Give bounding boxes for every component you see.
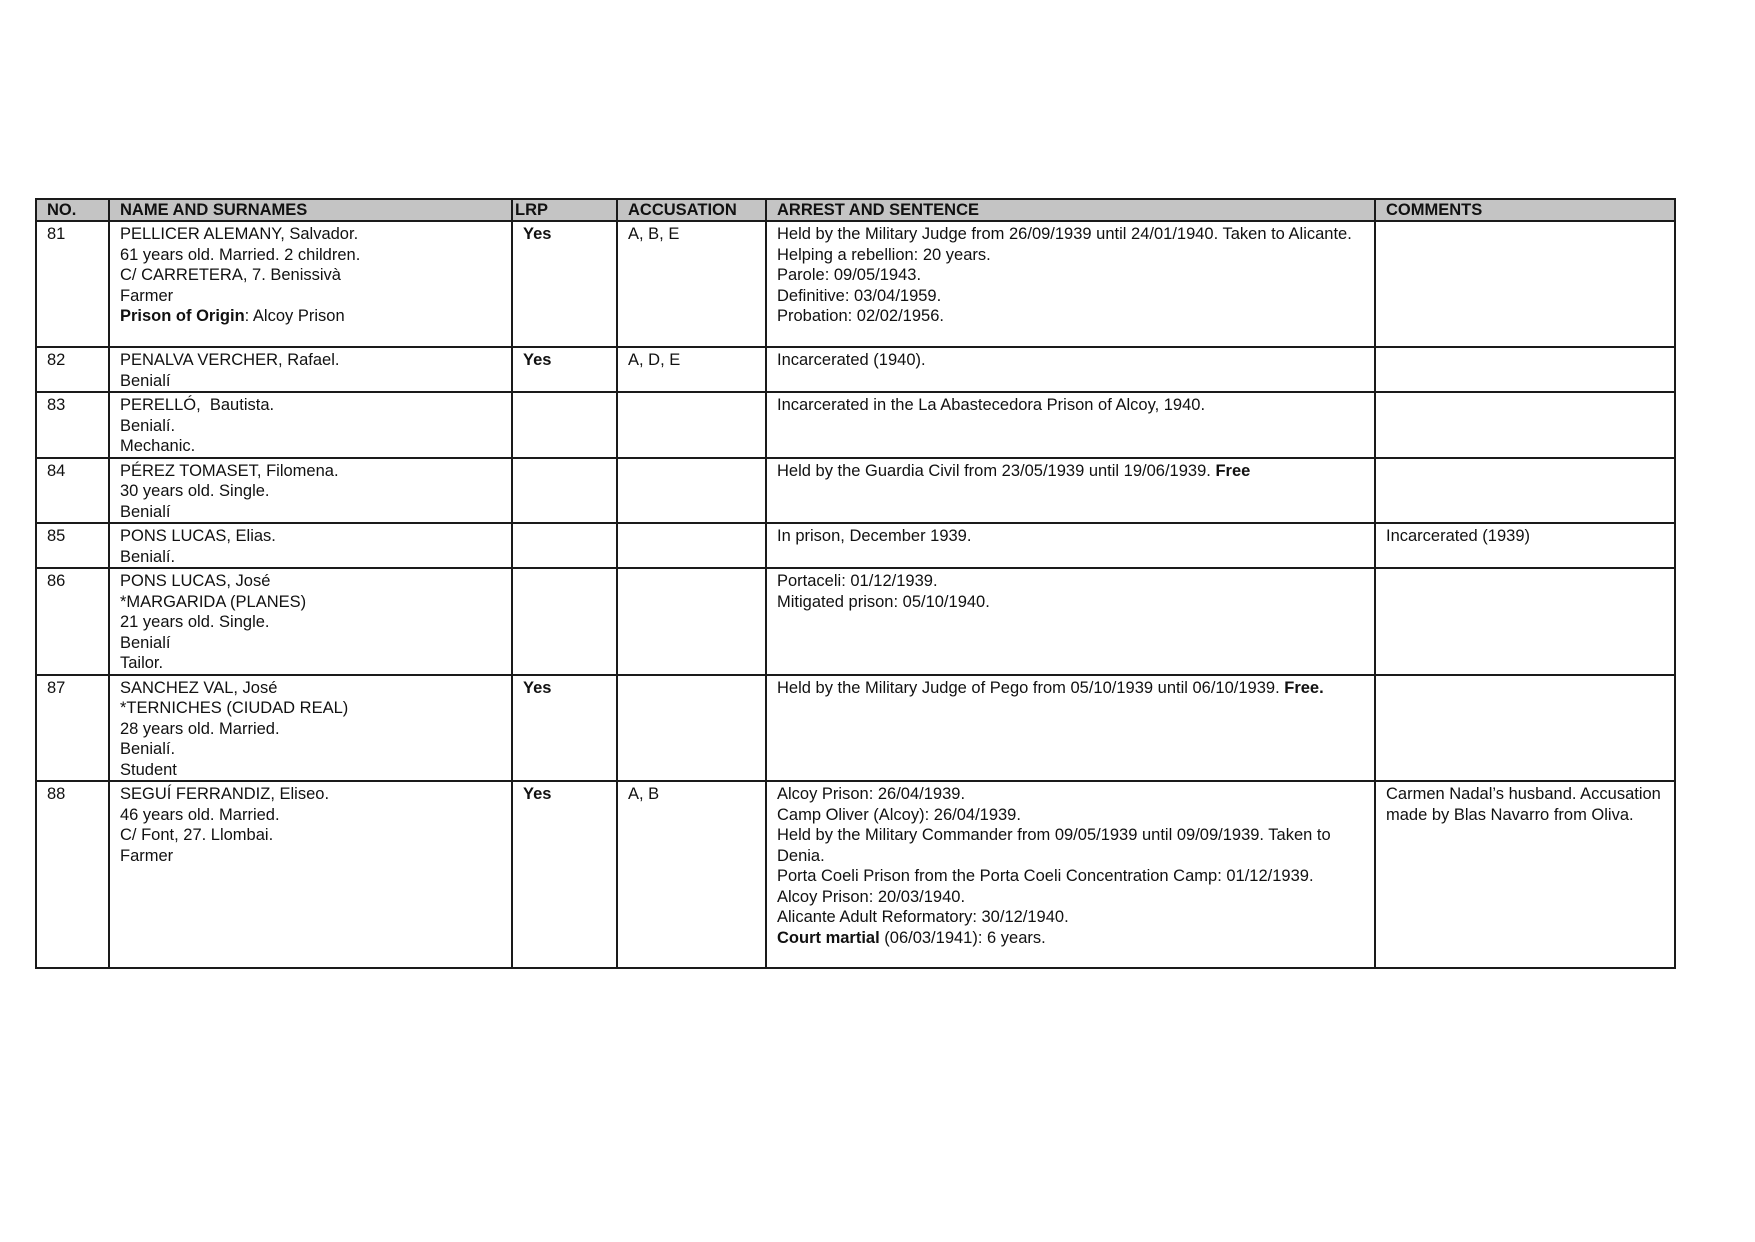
name-line: Benialí. [120, 547, 176, 566]
header-arrest: ARREST AND SENTENCE [766, 199, 1375, 221]
arrest-outcome: Free. [1284, 678, 1324, 697]
arrest-line: Probation: 02/02/1956. [777, 307, 944, 325]
cell-no: 85 [36, 523, 109, 568]
name-line: Tailor. [120, 654, 164, 672]
cell-name [109, 675, 512, 782]
cell-lrp [512, 458, 617, 524]
table-row [36, 675, 1675, 782]
origin-line [120, 306, 501, 327]
cell-comments [1375, 347, 1675, 392]
name-line: Farmer [120, 286, 174, 305]
name-line: PÉREZ TOMASET, Filomena. [120, 461, 339, 480]
cell-no: 87 [36, 675, 109, 782]
table-header [36, 199, 1675, 221]
cell-name [109, 568, 512, 675]
cell-lrp: Yes [512, 781, 617, 968]
cell-arrest [766, 781, 1375, 968]
cell-arrest [766, 392, 1375, 458]
cell-arrest [766, 675, 1375, 782]
name-line: 28 years old. Married. [120, 719, 280, 738]
arrest-line: Portaceli: 01/12/1939. [777, 572, 938, 590]
arrest-line: Helping a rebellion: 20 years. [777, 245, 991, 264]
cell-no: 86 [36, 568, 109, 675]
name-line: Benialí [120, 502, 171, 521]
arrest-line: Alicante Adult Reformatory: 30/12/1940. [777, 908, 1069, 926]
cell-no: 83 [36, 392, 109, 458]
cell-lrp: Yes [512, 675, 617, 782]
cell-name [109, 347, 512, 392]
cell-comments: Carmen Nadal’s husband. Accusation made by Blas Navarro from Oliva. [1375, 781, 1675, 968]
name-line: 30 years old. Single. [120, 482, 270, 500]
cell-arrest [766, 458, 1375, 524]
cell-name [109, 458, 512, 524]
name-line: 61 years old. Married. 2 children. [120, 245, 361, 264]
cell-accusation [617, 392, 766, 458]
cell-lrp: Yes [512, 221, 617, 347]
name-line: PERELLÓ, Bautista. [120, 396, 275, 414]
arrest-outcome: Free [1215, 461, 1251, 480]
prisoner-register-table [35, 198, 1676, 969]
cell-arrest [766, 568, 1375, 675]
court-martial-label: Court martial [777, 928, 880, 947]
name-line: 21 years old. Single. [120, 613, 270, 631]
cell-accusation: A, B [617, 781, 766, 968]
cell-lrp [512, 568, 617, 675]
table-row [36, 347, 1675, 392]
name-line: C/ CARRETERA, 7. Benissivà [120, 266, 341, 284]
table-row [36, 523, 1675, 568]
name-line: PONS LUCAS, José [120, 572, 271, 590]
cell-lrp [512, 523, 617, 568]
name-line: C/ Font, 27. Llombai. [120, 826, 274, 844]
cell-no: 82 [36, 347, 109, 392]
cell-comments [1375, 458, 1675, 524]
name-line: Mechanic. [120, 437, 196, 455]
arrest-text: Held by the Guardia Civil from 23/05/1939 until 19/06/1939. [777, 461, 1216, 480]
arrest-line: Definitive: 03/04/1959. [777, 286, 942, 305]
name-line: Benialí [120, 371, 171, 390]
cell-arrest [766, 523, 1375, 568]
table-row [36, 568, 1675, 675]
arrest-line: Held by the Military Commander from 09/05/1939 until 09/09/1939. Taken to Denia. [777, 826, 1336, 865]
name-line: *MARGARIDA (PLANES) [120, 592, 307, 611]
header-accusation: ACCUSATION [617, 199, 766, 221]
table-row [36, 221, 1675, 347]
cell-comments [1375, 568, 1675, 675]
name-line: Farmer [120, 846, 174, 865]
arrest-line: Incarcerated in the La Abastecedora Prison of Alcoy, 1940. [777, 396, 1206, 414]
arrest-line: Parole: 09/05/1943. [777, 266, 922, 284]
cell-accusation: A, B, E [617, 221, 766, 347]
header-name: NAME AND SURNAMES [109, 199, 512, 221]
cell-accusation [617, 568, 766, 675]
origin-value: : Alcoy Prison [244, 307, 345, 325]
arrest-line: Mitigated prison: 05/10/1940. [777, 592, 990, 611]
document-page [35, 198, 1674, 969]
cell-comments [1375, 392, 1675, 458]
header-no: NO. [36, 199, 109, 221]
arrest-text: Held by the Military Judge of Pego from 05/10/1939 until 06/10/1939. [777, 678, 1285, 697]
name-line: PELLICER ALEMANY, Salvador. [120, 225, 359, 243]
cell-no: 81 [36, 221, 109, 347]
table-row [36, 458, 1675, 524]
cell-name [109, 781, 512, 968]
cell-no: 88 [36, 781, 109, 968]
arrest-line: In prison, December 1939. [777, 527, 972, 545]
cell-lrp [512, 392, 617, 458]
court-martial-value: (06/03/1941): 6 years. [879, 928, 1046, 947]
table-body [36, 221, 1675, 968]
cell-name [109, 523, 512, 568]
origin-label: Prison of Origin [120, 307, 245, 325]
name-line: PONS LUCAS, Elias. [120, 527, 276, 545]
cell-no: 84 [36, 458, 109, 524]
cell-name [109, 392, 512, 458]
header-row [36, 199, 1675, 221]
cell-accusation [617, 523, 766, 568]
table-row [36, 781, 1675, 968]
arrest-line: Alcoy Prison: 20/03/1940. [777, 887, 966, 906]
name-line: Benialí. [120, 740, 176, 758]
cell-comments: Incarcerated (1939) [1375, 523, 1675, 568]
name-line: Benialí. [120, 416, 176, 435]
name-line: Benialí [120, 633, 171, 652]
name-line: SANCHEZ VAL, José [120, 678, 278, 697]
header-lrp: LRP [512, 199, 617, 221]
arrest-line: Porta Coeli Prison from the Porta Coeli Concentration Camp: 01/12/1939. [777, 867, 1314, 885]
arrest-line: Incarcerated (1940). [777, 351, 926, 369]
court-martial-line [777, 928, 1364, 949]
cell-accusation [617, 458, 766, 524]
cell-accusation: A, D, E [617, 347, 766, 392]
cell-arrest [766, 347, 1375, 392]
arrest-line: Held by the Military Judge from 26/09/1939 until 24/01/1940. Taken to Alicante. [777, 225, 1352, 243]
cell-accusation [617, 675, 766, 782]
cell-comments [1375, 221, 1675, 347]
name-line: PENALVA VERCHER, Rafael. [120, 351, 340, 369]
cell-comments [1375, 675, 1675, 782]
cell-lrp: Yes [512, 347, 617, 392]
cell-arrest [766, 221, 1375, 347]
name-line: *TERNICHES (CIUDAD REAL) [120, 699, 349, 717]
name-line: 46 years old. Married. [120, 805, 280, 824]
cell-name [109, 221, 512, 347]
arrest-line: Camp Oliver (Alcoy): 26/04/1939. [777, 805, 1021, 824]
name-line: SEGUÍ FERRANDIZ, Eliseo. [120, 785, 330, 803]
name-line: Student [120, 760, 177, 779]
header-comments: COMMENTS [1375, 199, 1675, 221]
arrest-line: Alcoy Prison: 26/04/1939. [777, 785, 966, 803]
table-row [36, 392, 1675, 458]
